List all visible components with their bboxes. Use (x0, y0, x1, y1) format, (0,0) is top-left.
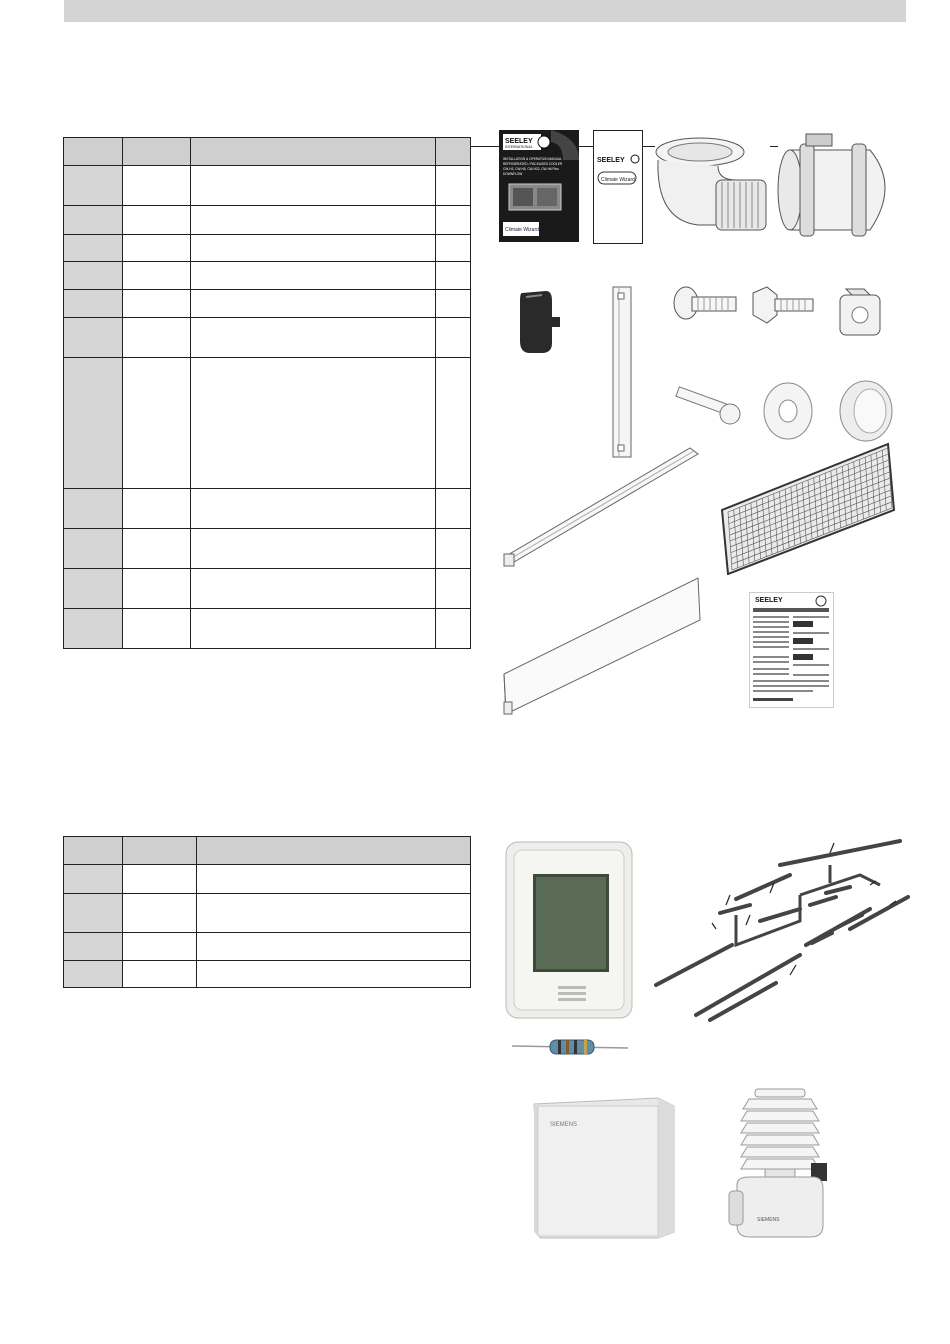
hex-bolt-image (745, 283, 819, 343)
manual-subbrand: INTERNATIONAL (505, 145, 533, 149)
hose-coupling-image (770, 130, 910, 242)
manual-title-line: CW-H3, CW-H5, CW-H32, CW-H6 Plus (503, 167, 559, 171)
table-row (64, 235, 471, 262)
outdoor-sensor-image (725, 1085, 835, 1245)
table-row (64, 206, 471, 235)
table-row (64, 318, 471, 358)
table-row (64, 358, 471, 489)
resistor-image (510, 1034, 630, 1058)
elbow-fitting-image (648, 130, 773, 240)
grommet-image (830, 285, 900, 345)
card-brand: SEELEY (597, 157, 625, 164)
controls-table (63, 836, 471, 988)
screw-image (668, 283, 742, 343)
manual-title-line: INSTALLATION & OPERATION MANUAL (503, 157, 562, 161)
table-row (64, 961, 471, 988)
table-row (64, 933, 471, 961)
table-row (64, 489, 471, 529)
manual-footer-logo: Climate Wizard (505, 227, 539, 233)
leaflet-brand: SEELEY (755, 597, 783, 604)
table-row (64, 166, 471, 206)
rail-strip-image (500, 440, 700, 570)
table-row (64, 894, 471, 933)
panel-strip-image (498, 574, 708, 720)
label-card-image (593, 130, 643, 244)
manual-brand: SEELEY (505, 138, 533, 145)
table-row (64, 529, 471, 569)
card-logo: Climate Wizard (601, 177, 635, 183)
table-header-row (64, 837, 471, 865)
table-header-row (64, 138, 471, 166)
table-row (64, 262, 471, 290)
leader-line (470, 146, 500, 147)
channel-bracket-image (605, 283, 639, 463)
parts-table (63, 137, 471, 649)
filter-mesh-image (718, 440, 898, 575)
table-row (64, 865, 471, 894)
manual-title-line: REFRIGERATED / PACKAGED COOLER (503, 162, 563, 166)
manual-title-line: DOWNFLOW (503, 172, 523, 176)
table-row (64, 569, 471, 609)
outdoor-sensor-brand: SIEMENS (757, 1217, 780, 1223)
knob-image (512, 287, 562, 357)
sensor-brand-label: SIEMENS (550, 1122, 578, 1128)
frame-kit-image (650, 835, 915, 1025)
room-sensor-image (528, 1092, 678, 1242)
installation-manual-image (499, 130, 579, 242)
rubber-grommet-image (836, 378, 896, 444)
header-bar (64, 0, 906, 22)
instruction-leaflet-image (749, 592, 834, 708)
table-row (64, 290, 471, 318)
table-row (64, 609, 471, 649)
touchscreen-controller-image (500, 838, 640, 1023)
cap-screw-image (668, 380, 748, 440)
washer-image (758, 378, 818, 444)
